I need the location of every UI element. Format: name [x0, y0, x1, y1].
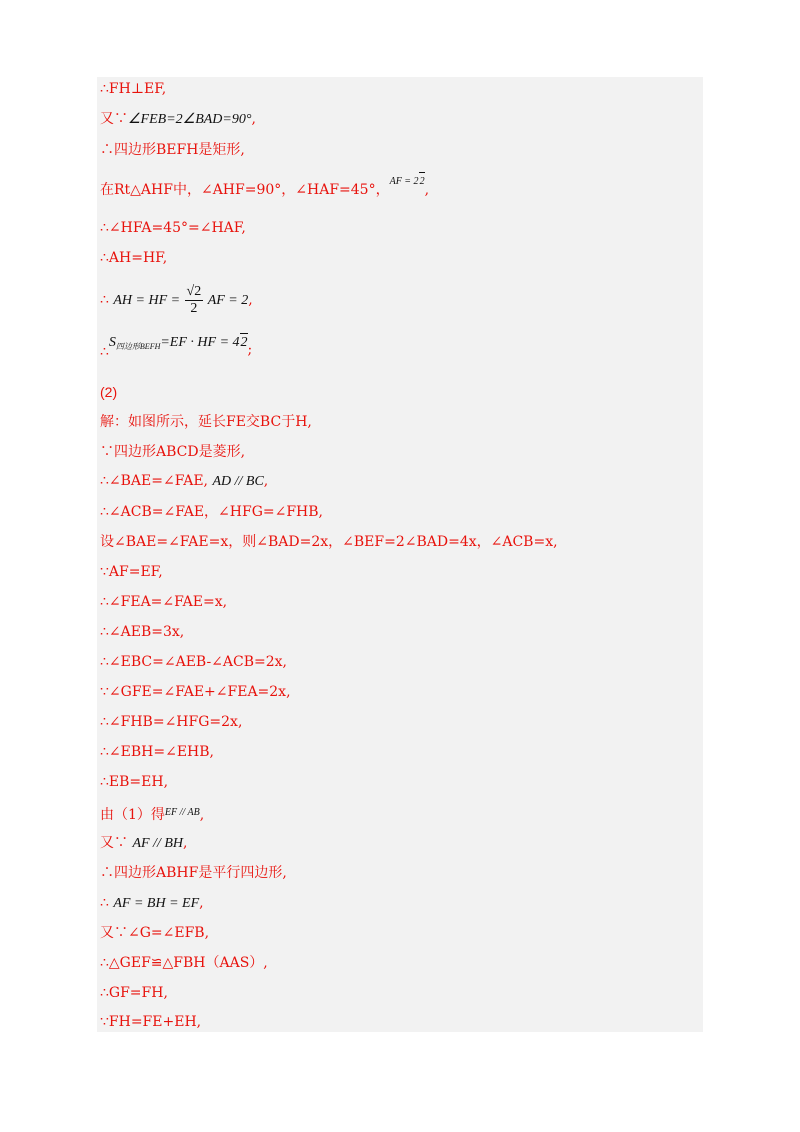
line-text: ∴∠EBH=∠EHB, [100, 744, 214, 760]
sqrt-radicand: 2 [240, 335, 248, 350]
line-text: ∵AF=EF, [100, 564, 163, 580]
fraction-numerator: √2 [186, 283, 202, 299]
solution-line-20 [100, 713, 242, 731]
solution-line-13 [100, 503, 323, 521]
line-text: ∴四边形ABHF是平行四边形, [100, 865, 287, 881]
line-prefix: 在Rt△AHF中，∠AHF=90°，∠HAF=45°， [100, 182, 390, 198]
solution-line-15 [100, 563, 163, 581]
fraction-denominator: 2 [190, 300, 198, 316]
line-text: (2) [100, 384, 118, 400]
line-suffix: , [199, 895, 204, 911]
math-expression: $S_{四边形BEFH}=EF$ · HF = 42 [108, 335, 248, 351]
line-prefix: 又∵ [100, 111, 128, 127]
solution-line-17 [100, 623, 184, 641]
solution-line-21 [100, 743, 214, 761]
solution-line-10 [100, 413, 312, 431]
math-expression: AF = 2 [207, 293, 249, 308]
line-text: ∴四边形BEFH是矩形, [100, 142, 245, 158]
line-text: ∴∠AEB=3x, [100, 624, 185, 640]
math-expression: AF = 22 [390, 176, 425, 187]
line-text: ∴AH=HF, [100, 250, 168, 266]
solution-line-3 [100, 141, 245, 159]
math-expression: ∠FEB=2∠BAD=90° [128, 112, 252, 127]
line-text: ∴∠HFA=45°=∠HAF, [100, 220, 246, 236]
line-text: ∵FH=FE+EH, [100, 1014, 202, 1030]
solution-line-2 [100, 110, 256, 129]
line-text: ∴GF=FH, [100, 985, 168, 1001]
solution-line-24 [100, 834, 187, 853]
line-text: ∵四边形ABCD是菱形, [100, 444, 246, 460]
math-expression: EF // AB [164, 807, 200, 818]
line-suffix: , [199, 807, 205, 823]
line-prefix: ∴∠BAE=∠FAE, [100, 473, 208, 489]
line-text: 解：如图所示，延长FE交BC于H, [100, 414, 312, 430]
line-text: ∵∠GFE=∠FAE+∠FEA=2x, [100, 684, 291, 700]
line-text: ∴∠FHB=∠HFG=2x, [100, 714, 243, 730]
line-suffix: , [251, 111, 256, 127]
sqrt-radicand: 2 [419, 172, 425, 191]
solution-line-22 [100, 773, 168, 791]
fraction [185, 284, 204, 317]
solution-line-7 [100, 282, 253, 319]
math-expression: AD // BC [212, 474, 264, 489]
line-suffix: , [424, 182, 430, 198]
solution-line-8 [100, 333, 252, 361]
solution-line-23 [100, 804, 204, 824]
solution-line-19 [100, 683, 291, 701]
solution-line-12 [100, 472, 268, 491]
math-expression: AH = HF = [113, 293, 181, 308]
line-suffix: ; [247, 342, 253, 358]
solution-line-30 [100, 1013, 201, 1031]
line-suffix: , [263, 473, 269, 489]
solution-line-11 [100, 443, 245, 461]
solution-line-16 [100, 593, 227, 611]
line-prefix: 又∵ [100, 835, 128, 851]
math-expression: AF // BH [132, 836, 183, 851]
part-heading [100, 383, 117, 401]
line-text: ∴∠FEA=∠FAE=x, [100, 594, 228, 610]
line-text: 又∵∠G=∠EFB, [100, 925, 210, 941]
subscript: 四边形BEFH [115, 342, 161, 351]
solution-line-25 [100, 864, 287, 882]
solution-line-6 [100, 249, 167, 267]
line-text: ∴EB=EH, [100, 774, 169, 790]
line-prefix: ∴ [100, 292, 109, 308]
line-text: ∴FH⊥EF, [100, 81, 167, 97]
line-suffix: , [183, 835, 188, 851]
line-text: ∴∠EBC=∠AEB-∠ACB=2x, [100, 654, 288, 670]
line-text: ∴∠ACB=∠FAE，∠HFG=∠FHB, [100, 504, 323, 520]
solution-line-26 [100, 894, 204, 913]
solution-line-28 [100, 954, 268, 972]
solution-line-29 [100, 984, 168, 1002]
line-text: 设∠BAE=∠FAE=x，则∠BAD=2x，∠BEF=2∠BAD=4x，∠ACB=x, [100, 534, 558, 550]
solution-line-14 [100, 533, 558, 551]
line-suffix: , [248, 292, 253, 308]
solution-line-27 [100, 924, 209, 942]
solution-line-18 [100, 653, 287, 671]
solution-line-1 [100, 80, 166, 98]
solution-line-4 [100, 172, 429, 199]
line-prefix: 由（1）得 [100, 807, 165, 823]
line-text: ∴△GEF≌△FBH（AAS）, [100, 955, 268, 971]
math-expression: AF = BH = EF [113, 896, 200, 911]
line-prefix: ∴ [100, 895, 109, 911]
solution-line-5 [100, 219, 246, 237]
line-prefix: ∴ [100, 344, 109, 360]
